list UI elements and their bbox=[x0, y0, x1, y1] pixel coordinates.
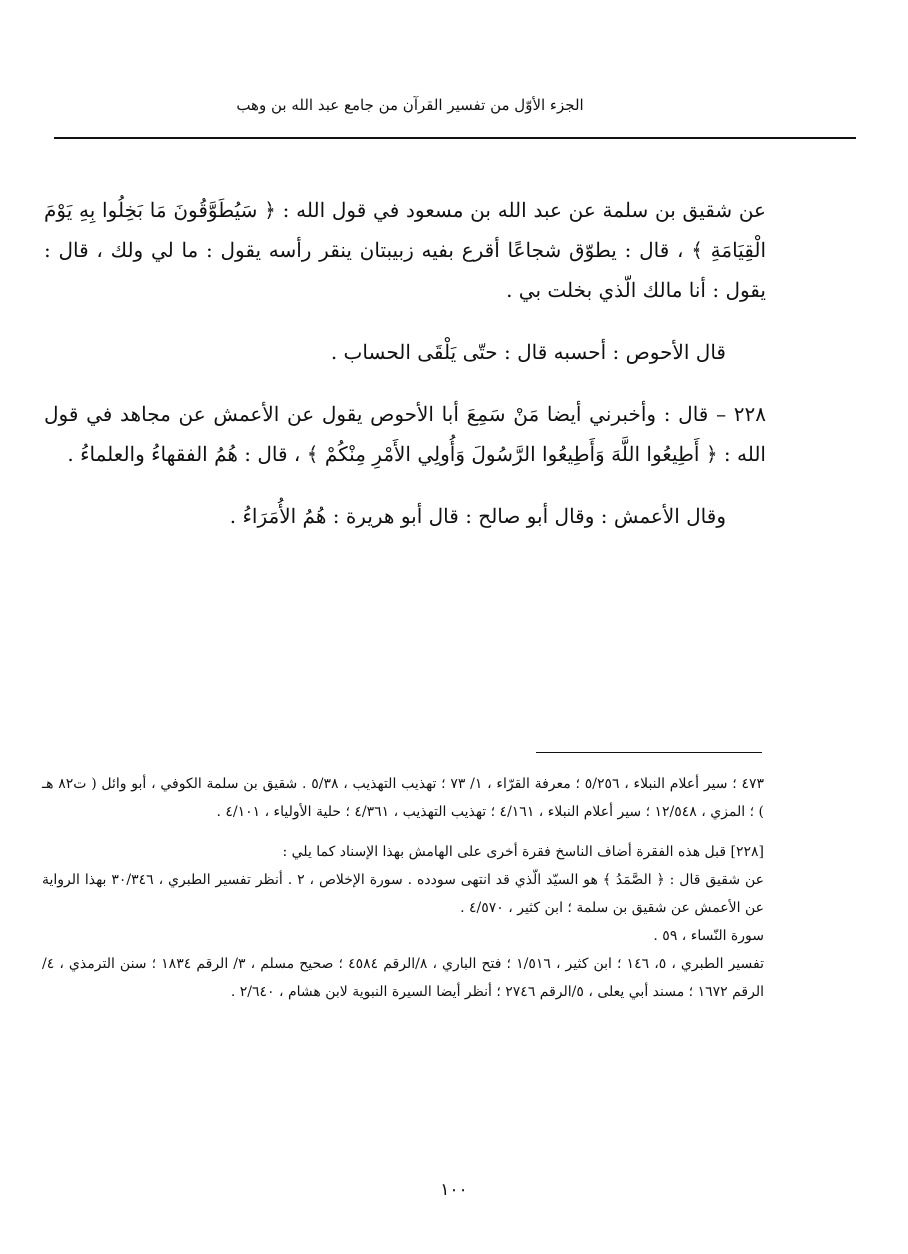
page-number: ١٠٠ bbox=[440, 1180, 468, 1200]
paragraph-228: ٢٢٨ – قال : وأخبرني أيضا مَنْ سَمِعَ أبا الأحوص يقول عن الأعمش عن مجاهد في قول الله : ﴿ أَطِيعُوا اللَّهَ وَأَطِيعُوا الرَّسُولَ وَأُولِي الأَمْرِ مِنْكُمْ ﴾ ، قال : هُمُ الفقهاءُ والعلماءُ . bbox=[44, 402, 766, 466]
footnote-228-samad: عن شقيق قال : ﴿ الصَّمَدُ ﴾ هو السيّد الّذي قد انتهى سودده . سورة الإخلاص ، ٢ . أنظر تفسير الطبري ، ٣٠/٣٤٦ بهذا الرواية عن الأعمش عن شقيق بن سلمة ؛ ابن كثير ، ٤/٥٧٠ . bbox=[42, 872, 764, 916]
footnote-bio: ٤٧٣ ؛ سير أعلام النبلاء ، ٥/٢٥٦ ؛ معرفة القرّاء ، ١/ ٧٣ ؛ تهذيب التهذيب ، ٥/٣٨ . شقيق بن سلمة الكوفي ، أبو وائل ( ت٨٢ هـ ) ؛ المزي ، ١٢/٥٤٨ ؛ سير أعلام النبلاء ، ٤/١٦١ ؛ تهذيب التهذيب ، ٤/٣٦١ ؛ حلية الأولياء ، ٤/١٠١ . bbox=[42, 776, 764, 820]
header-rule bbox=[54, 137, 856, 139]
footnote-228-intro: [٢٢٨] قبل هذه الفقرة أضاف الناسخ فقرة أخرى على الهامش بهذا الإسناد كما يلي : bbox=[282, 844, 764, 860]
paragraph-amash: وقال الأعمش : وقال أبو صالح : قال أبو هريرة : هُمُ الأُمَرَاءُ . bbox=[229, 504, 726, 528]
footnote-228-surah: سورة النّساء ، ٥٩ . bbox=[653, 928, 764, 944]
footnotes bbox=[42, 770, 764, 1006]
running-header: الجزء الأوّل من تفسير القرآن من جامع عبد الله بن وهب bbox=[236, 96, 584, 114]
paragraph-ahwas: قال الأحوص : أحسبه قال : حتّى يَلْقَى الحساب . bbox=[330, 340, 726, 364]
footnote-rule bbox=[536, 752, 762, 753]
footnote-228-sources: تفسير الطبري ، ٥، ١٤٦ ؛ ابن كثير ، ١/٥١٦ ؛ فتح الباري ، ٨/الرقم ٤٥٨٤ ؛ صحيح مسلم ، ٣/ الرقم ١٨٣٤ ؛ سنن الترمذي ، ٤/الرقم ١٦٧٢ ؛ مسند أبي يعلى ، ٥/الرقم ٢٧٤٦ ؛ أنظر أيضا السيرة النبوية لابن هشام ، ٢/٦٤٠ . bbox=[42, 956, 764, 1000]
paragraph-shaqiq: عن شقيق بن سلمة عن عبد الله بن مسعود في قول الله : ﴿ سَيُطَوَّقُونَ مَا بَخِلُوا بِهِ يَوْمَ الْقِيَامَةِ ﴾ ، قال : يطوّق شجاعًا أقرع بفيه زبيبتان ينقر رأسه يقول : ما لي ولك ، قال : يقول : أنا مالك الّذي بخلت بي . bbox=[44, 198, 766, 302]
main-text bbox=[44, 190, 766, 536]
